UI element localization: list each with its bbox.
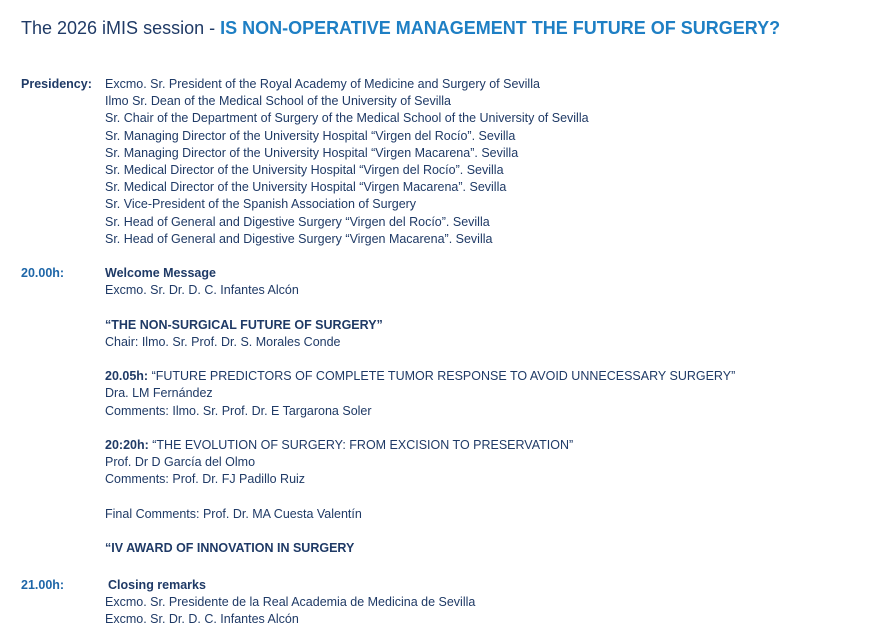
talk-1-name: “FUTURE PREDICTORS OF COMPLETE TUMOR RESPONSE TO AVOID UNNECESSARY SURGERY”: [148, 369, 736, 384]
talk-1-speaker: Dra. LM Fernández: [105, 386, 213, 401]
presidency-item: Ilmo Sr. Dean of the Medical School of the University of Sevilla: [105, 94, 451, 109]
spacer: [105, 523, 735, 540]
spacer: [105, 351, 735, 368]
section-title: “THE NON-SURGICAL FUTURE OF SURGERY”: [105, 317, 383, 332]
title-prefix: The 2026 iMIS session -: [21, 18, 221, 38]
presidency-item: Sr. Medical Director of the University Hospital “Virgen Macarena”. Sevilla: [105, 180, 507, 195]
title-highlight: IS NON-OPERATIVE MANAGEMENT THE FUTURE OF SURGERY?: [220, 18, 781, 38]
presidency-item: Sr. Vice-President of the Spanish Association of Surgery: [105, 197, 417, 212]
presidency-item: Sr. Head of General and Digestive Surgery “Virgen Macarena”. Sevilla: [105, 231, 493, 246]
talk-2-speaker: Prof. Dr D García del Olmo: [105, 455, 256, 470]
welcome-title: Welcome Message: [105, 266, 216, 280]
spacer: [105, 420, 735, 437]
talk-2-title: [105, 437, 735, 454]
presidency-item: Sr. Head of General and Digestive Surgery “Virgen del Rocío”. Sevilla: [105, 214, 490, 229]
chair-line: Chair: Ilmo. Sr. Prof. Dr. S. Morales Conde: [105, 334, 341, 349]
closing-title: Closing remarks: [108, 578, 206, 592]
presidency-item: Sr. Managing Director of the University Hospital “Virgen Macarena”. Sevilla: [105, 145, 519, 160]
presidency-item: Excmo. Sr. President of the Royal Academy of Medicine and Surgery of Sevilla: [105, 77, 540, 91]
closing-program: [105, 577, 475, 629]
talk-1-comments: Comments: Ilmo. Sr. Prof. Dr. E Targarona Soler: [105, 403, 372, 418]
talk-1-time: 20.05h:: [105, 369, 149, 384]
presidency-list: [105, 76, 589, 248]
spacer: [105, 299, 735, 316]
closing-speaker: Excmo. Sr. Presidente de la Real Academia de Medicina de Sevilla: [105, 595, 476, 610]
presidency-item: Sr. Managing Director of the University Hospital “Virgen del Rocío”. Sevilla: [105, 128, 516, 143]
presidency-item: Sr. Chair of the Department of Surgery of the Medical School of the University of Sevilla: [105, 111, 589, 126]
talk-2-comments: Comments: Prof. Dr. FJ Padillo Ruiz: [105, 472, 306, 487]
closing-speaker: Excmo. Sr. Dr. D. C. Infantes Alcón: [105, 612, 299, 627]
talk-2-name: “THE EVOLUTION OF SURGERY: FROM EXCISION TO PRESERVATION”: [148, 437, 574, 452]
presidency-item: Sr. Medical Director of the University Hospital “Virgen del Rocío”. Sevilla: [105, 162, 504, 177]
closing-time: 21.00h:: [21, 578, 65, 592]
award-title: “IV AWARD OF INNOVATION IN SURGERY: [105, 541, 355, 555]
spacer: [105, 488, 735, 505]
session-program: [105, 265, 735, 557]
talk-1-title: [105, 368, 735, 385]
welcome-speaker: Excmo. Sr. Dr. D. C. Infantes Alcón: [105, 283, 299, 298]
final-comments: Final Comments: Prof. Dr. MA Cuesta Valentín: [105, 506, 362, 521]
presidency-label: Presidency:: [21, 77, 92, 91]
talk-2-time: 20:20h:: [105, 437, 149, 452]
page-title: [21, 18, 780, 39]
session-time: 20.00h:: [21, 266, 65, 280]
